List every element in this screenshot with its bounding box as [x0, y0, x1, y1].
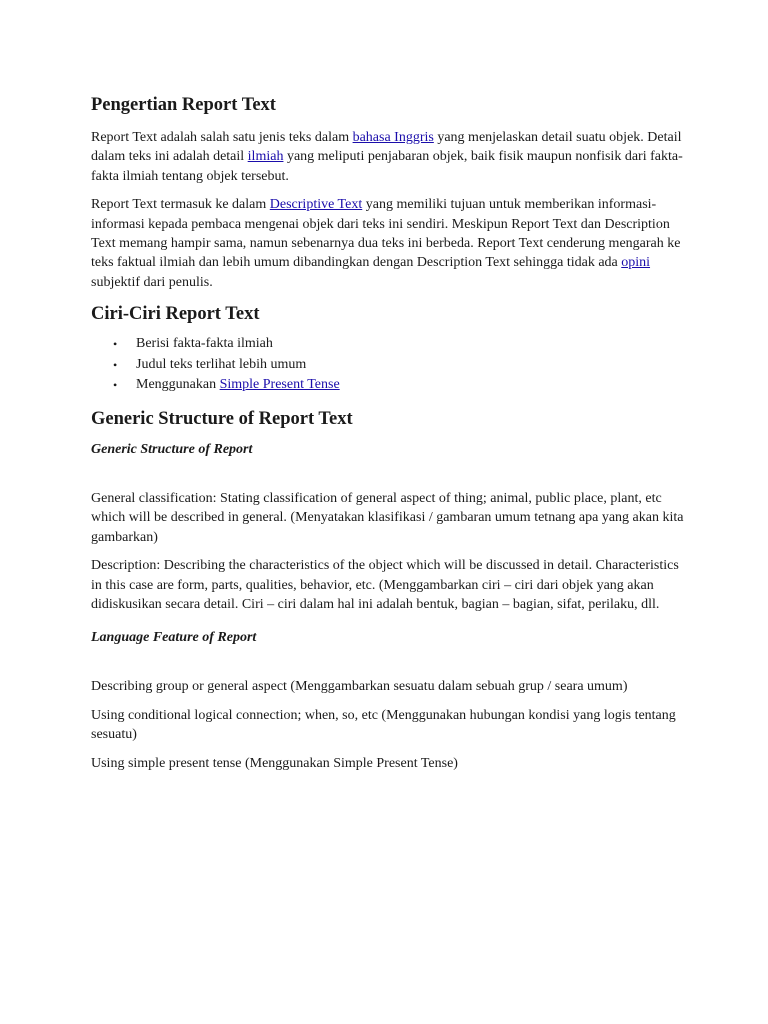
paragraph-text: subjektif dari penulis.	[91, 274, 213, 290]
link-opini[interactable]: opini	[621, 255, 651, 271]
link-descriptive-text[interactable]: Descriptive Text	[269, 197, 363, 213]
heading-generic-structure: Generic Structure of Report Text	[91, 409, 353, 430]
paragraph-feature-conditional: Using conditional logical connection; when, so, etc (Menggunakan hubungan kondisi yang logis tentang sesuatu)	[91, 707, 676, 743]
document-content	[91, 92, 691, 782]
link-bahasa-inggris[interactable]: bahasa Inggris	[352, 130, 434, 145]
list-item-text: Menggunakan	[136, 377, 220, 393]
paragraph-text: yang meliputi penjabaran objek, baik fisik maupun nonfisik dari fakta-fakta ilmiah tentang objek tersebut.	[91, 149, 683, 184]
paragraph-general-classification: General classification: Stating classification of general aspect of thing; animal, public place, plant, etc which will be described in general. (Menyatakan klasifikasi / gambaran umum tetnang apa yang akan kita gambarkan)	[91, 491, 684, 545]
list-item	[91, 334, 691, 355]
link-ilmiah[interactable]: ilmiah	[247, 149, 284, 165]
paragraph-descriptive	[91, 195, 691, 292]
heading-ciri-ciri: Ciri-Ciri Report Text	[91, 304, 260, 325]
paragraph-feature-group: Describing group or general aspect (Menggambarkan sesuatu dalam sebuah grup / seara umum)	[91, 679, 628, 695]
paragraph-text: Report Text termasuk ke dalam	[91, 197, 270, 213]
list-item-text: Judul teks terlihat lebih umum	[136, 356, 307, 372]
subheading-generic-structure: Generic Structure of Report	[91, 442, 253, 458]
paragraph-definition	[91, 128, 691, 186]
paragraph-description: Description: Describing the characteristics of the object which will be discussed in detail. Characteristics in this case are form, parts, qualities, behavior, etc. (Menggambarkan ciri – ciri dari objek yang akan didiskusikan secara detail. Ciri – ciri dalam hal ini adalah bentuk, bagian – bagian, sifat, perilaku, dll.	[91, 558, 679, 613]
bullet-icon: •	[113, 337, 118, 352]
paragraph-feature-tense: Using simple present tense (Menggunakan Simple Present Tense)	[91, 755, 458, 771]
list-item	[91, 355, 691, 376]
link-simple-present-tense[interactable]: Simple Present Tense	[219, 377, 340, 393]
bullet-icon: •	[113, 357, 118, 372]
paragraph-text: yang memiliki tujuan untuk memberikan informasi-informasi kepada pembaca mengenai objek dari teks ini sendiri. Meskipun Report Text dan Description Text memang hampir sama, namun sebenarnya dua teks ini berbeda. Report Text cenderung mengarah ke teks faktual ilmiah dan lebih umum dibandingkan dengan Description Text sehingga tidak ada	[91, 197, 681, 271]
ciri-list	[91, 334, 691, 396]
paragraph-text: yang menjelaskan detail suatu objek. Detail dalam teks ini adalah detail	[91, 130, 682, 165]
subheading-language-feature: Language Feature of Report	[91, 630, 257, 646]
list-item-text: Berisi fakta-fakta ilmiah	[136, 336, 273, 352]
list-item	[91, 375, 691, 396]
heading-pengertian: Pengertian Report Text	[91, 95, 276, 115]
paragraph-text: Report Text adalah salah satu jenis teks dalam	[91, 130, 353, 145]
bullet-icon: •	[113, 378, 118, 393]
